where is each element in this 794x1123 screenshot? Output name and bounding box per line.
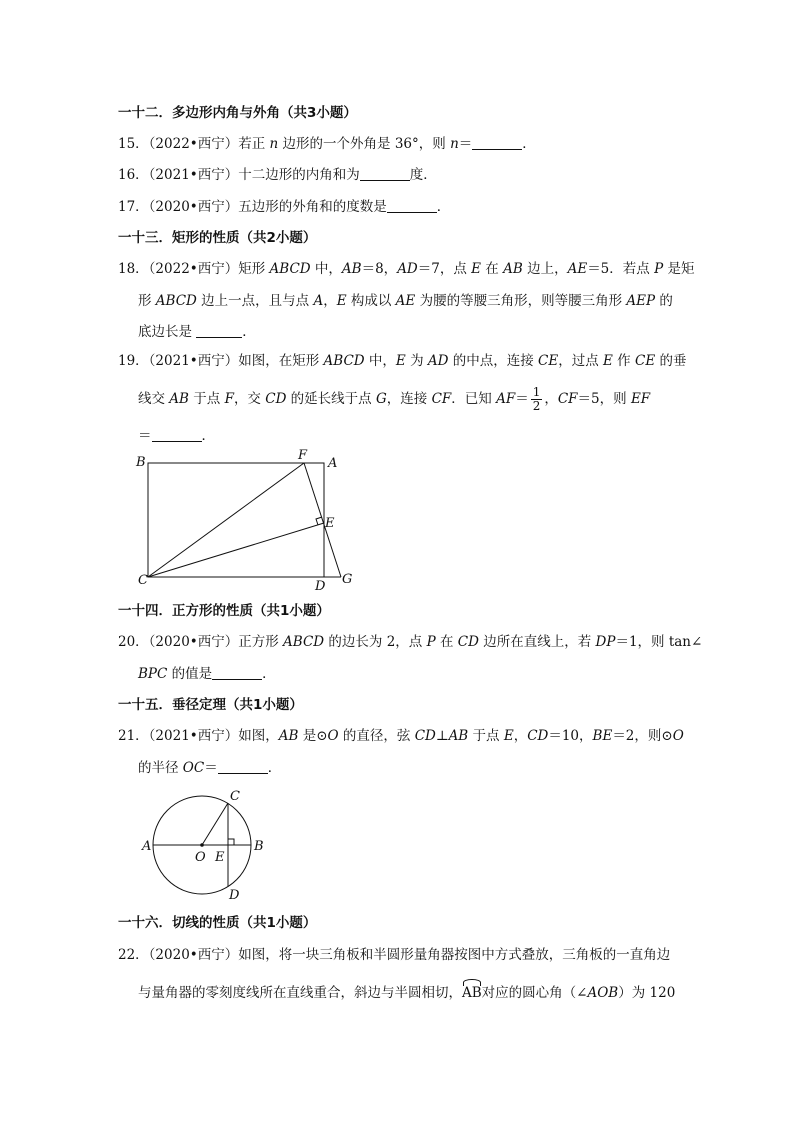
- section-12-heading: 一十二．多边形内角与外角（共3小题）: [118, 105, 357, 121]
- label-a: A: [142, 839, 152, 854]
- circle-figure: [138, 786, 273, 904]
- answer-blank[interactable]: [152, 427, 202, 442]
- question-20-line-1: 20．（2020•西宁）正方形 ABCD 的边长为 2，点 P 在 CD 边所在直线上，若 DP＝1，则 tan∠: [118, 634, 703, 650]
- question-19-line-2: 线交 AB 于点 F，交 CD 的延长线于点 G，连接 CF．已知 AF＝ $\frac{1}{2}$ ，CF＝5，则 EF: [138, 385, 651, 413]
- answer-blank[interactable]: [360, 166, 410, 181]
- question-18-line-2: 形 ABCD 边上一点，且与点 A，E 构成以 AE 为腰的等腰三角形，则等腰三角形 AEP 的: [138, 293, 673, 309]
- section-14-heading: 一十四．正方形的性质（共1小题）: [118, 603, 330, 619]
- question-20-line-2: BPC 的值是 ．: [138, 666, 276, 682]
- label-e: E: [215, 850, 225, 865]
- rectangle-figure: [130, 448, 360, 593]
- label-c: C: [138, 573, 148, 588]
- label-o: O: [195, 850, 206, 865]
- segment-fg: [304, 463, 341, 577]
- answer-blank[interactable]: [387, 198, 437, 213]
- section-15-heading: 一十五．垂径定理（共1小题）: [118, 697, 303, 713]
- question-19-line-3: ＝ ．: [138, 428, 215, 444]
- fraction-one-half: $\frac{1}{2}$: [532, 385, 541, 413]
- answer-blank[interactable]: [212, 665, 262, 680]
- segment-ce: [148, 523, 324, 577]
- answer-blank[interactable]: [218, 759, 268, 774]
- radius-oc: [202, 803, 228, 845]
- question-21-line-2: 的半径 OC＝ ．: [138, 760, 282, 776]
- arc-ab: AB: [462, 985, 482, 1001]
- section-16-heading: 一十六．切线的性质（共1小题）: [118, 915, 317, 931]
- label-b: B: [254, 839, 264, 854]
- question-19-line-1: 19．（2021•西宁）如图，在矩形 ABCD 中，E 为 AD 的中点，连接 CE，过点 E 作 CE 的垂: [118, 353, 687, 369]
- question-22-line-1: 22．（2020•西宁）如图，将一块三角板和半圆形量角器按图中方式叠放，三角板的一直角边: [118, 947, 671, 963]
- question-18-line-3: 底边长是 ．: [138, 324, 256, 340]
- right-angle-mark: [228, 839, 234, 845]
- label-f: F: [298, 448, 308, 463]
- rectangle-abcd: [148, 463, 324, 577]
- section-13-heading: 一十三．矩形的性质（共2小题）: [118, 230, 317, 246]
- segment-cf: [148, 463, 304, 577]
- label-e: E: [325, 516, 335, 531]
- label-d: D: [229, 888, 240, 903]
- question-17: 17．（2020•西宁）五边形的外角和的度数是 ．: [118, 199, 451, 215]
- question-21-line-1: 21．（2021•西宁）如图，AB 是⊙O 的直径，弦 CD⊥AB 于点 E，CD＝10，BE＝2，则⊙O: [118, 728, 684, 744]
- question-16: 16．（2021•西宁）十二边形的内角和为 度．: [118, 167, 437, 183]
- label-b: B: [136, 455, 146, 470]
- question-18-line-1: 18．（2022•西宁）矩形 ABCD 中，AB＝8，AD＝7，点 E 在 AB 边上，AE＝5．若点 P 是矩: [118, 261, 695, 277]
- label-g: G: [342, 572, 353, 587]
- label-d: D: [315, 579, 326, 593]
- center-point: [200, 843, 204, 847]
- question-22-line-2: 与量角器的零刻度线所在直线重合，斜边与半圆相切，AB对应的圆心角（∠AOB）为 120: [138, 985, 676, 1001]
- label-c: C: [230, 789, 240, 804]
- question-15: 15．（2022•西宁）若正 n 边形的一个外角是 36°，则 n＝ ．: [118, 136, 536, 152]
- label-a: A: [328, 456, 338, 471]
- answer-blank[interactable]: [472, 135, 522, 150]
- answer-blank[interactable]: [196, 323, 242, 338]
